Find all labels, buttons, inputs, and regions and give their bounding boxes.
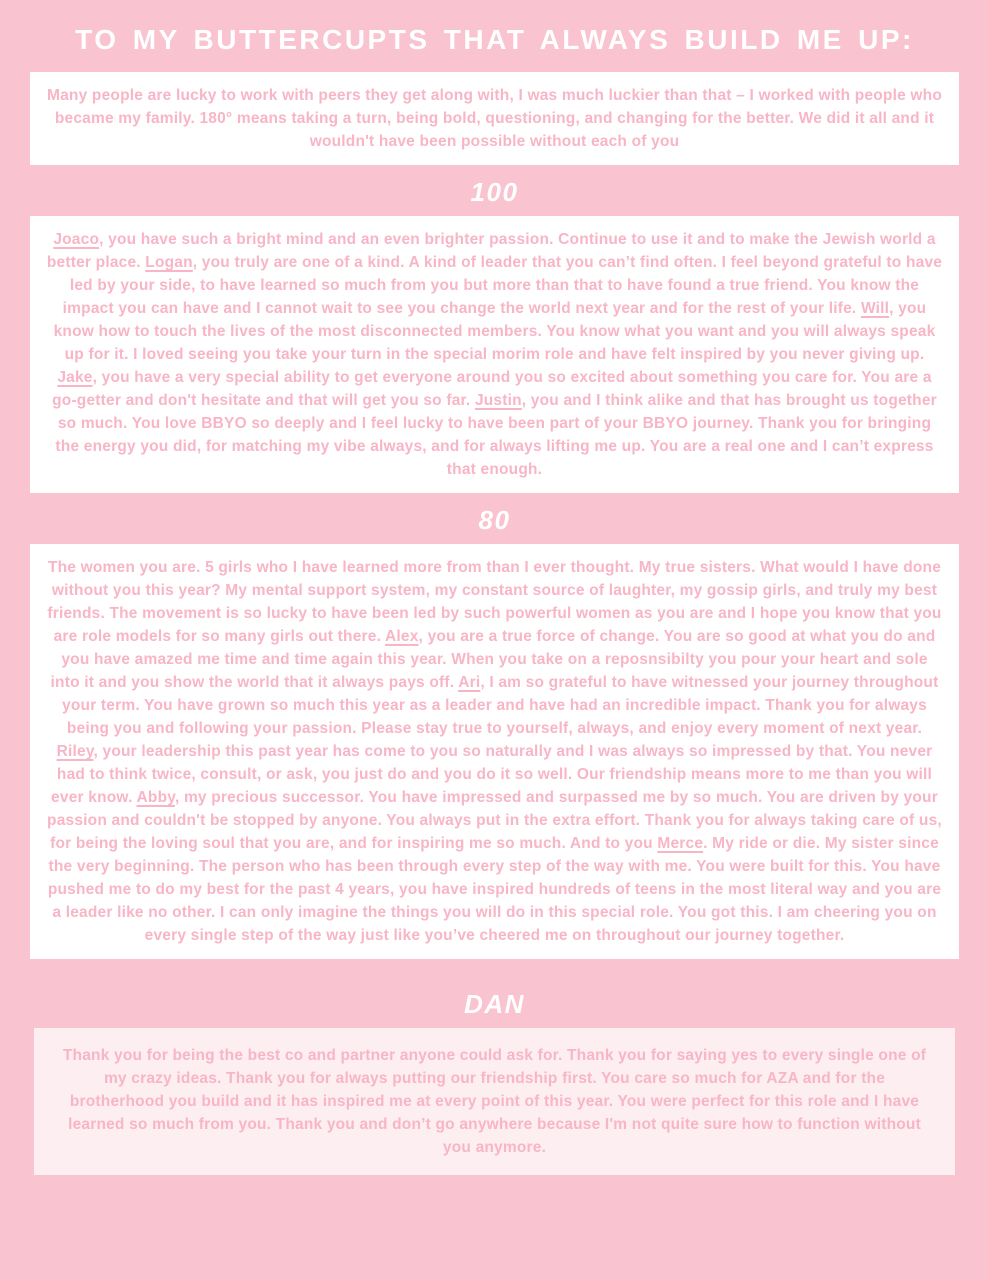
- section-heading-100: 100: [470, 177, 519, 207]
- section-card-100: [30, 216, 959, 493]
- text-segment: , you and I think alike and that has brought us together so much. You love BBYO so deeply and I feel lucky to have been part of your BBYO journey. Thank you for bringing the energy you did, for matching my vibe always, and for always lifting me up. You are a real one and I can’t express that enough.: [55, 392, 937, 478]
- recipient-name: Jake: [57, 369, 93, 386]
- text-segment: . My ride or die. My sister since the very beginning. The person who has been through every step of the way with me. You were built for this. You have pushed me to do my best for the past 4 years, you have inspired hundreds of teens in the most literal way and you are a leader like no other. I can only imagine the things you will do in this special role. You got this. I am cheering you on every single step of the way just like you’ve cheered me on throughout our journey together.: [47, 835, 942, 944]
- text-segment: , you are a true force of change. You are so good at what you do and you have amazed me time and time again this year. When you take on a reposnsibilty you pour your heart and sole into it and you show the world that it always pays off.: [50, 628, 936, 691]
- section-text-100: [46, 228, 943, 481]
- text-segment: , my precious successor. You have impressed and surpassed me by so much. You are driven by your passion and couldn't be stopped by anyone. You always put in the extra effort. Thank you for always taking care of us, for being the loving soul that you are, and for inspiring me so much. And to you: [47, 789, 942, 852]
- recipient-name: Will: [860, 300, 890, 317]
- intro-text: Many people are lucky to work with peers they get along with, I was much luckier than that – I worked with people who became my family. 180° means taking a turn, being bold, questioning, and changing for the better. We did it all and it wouldn't have been possible without each of you: [46, 87, 942, 150]
- recipient-name: Abby: [136, 789, 175, 806]
- page-title: TO MY BUTTERCUPTS THAT ALWAYS BUILD ME UP:: [75, 24, 914, 55]
- section-card-dan: [34, 1028, 955, 1175]
- recipient-name: Riley: [56, 743, 94, 760]
- recipient-name: Ari: [458, 674, 481, 691]
- text-segment: , your leadership this past year has come to you so naturally and I was always so impressed by that. You never had to think twice, consult, or ask, you just do and you do it so well. Our friendship means more to me than you will ever know.: [51, 743, 933, 806]
- recipient-name: Justin: [474, 392, 522, 409]
- intro-card: [30, 72, 959, 165]
- section-text-80: [46, 556, 943, 947]
- text-segment: , you have a very special ability to get everyone around you so excited about something you care for. You are a go-getter and don't hesitate and that will get you so far.: [52, 369, 932, 409]
- text-segment: Thank you for being the best co and partner anyone could ask for. Thank you for saying yes to every single one of my crazy ideas. Thank you for always putting our friendship first. You care so much for AZA and for the brotherhood you build and it has inspired me at every point of this year. You were perfect for this role and I have learned so much from you. Thank you and don’t go anywhere because I'm not quite sure how to function without you anymore.: [62, 1047, 927, 1156]
- section-card-80: [30, 544, 959, 959]
- text-segment: , you know how to touch the lives of the most disconnected members. You know what you want and you will always speak up for it. I loved seeing you take your turn in the special morim role and have felt inspired by you never giving up.: [53, 300, 936, 363]
- text-segment: The women you are. 5 girls who I have learned more from than I ever thought. My true sisters. What would I have done without you this year? My mental support system, my constant source of laughter, my gossip girls, and truly my best friends. The movement is so lucky to have been led by such powerful women as you are and I hope you know that you are role models for so many girls out there.: [47, 559, 942, 645]
- text-segment: , I am so grateful to have witnessed your journey throughout your term. You have grown so much this year as a leader and have had an incredible impact. Thank you for always being you and following your passion. Please stay true to yourself, always, and enjoy every moment of next year.: [62, 674, 939, 737]
- section-text-dan: [58, 1044, 931, 1159]
- recipient-name: Alex: [385, 628, 419, 645]
- recipient-name: Merce: [657, 835, 704, 852]
- section-heading-80: 80: [478, 505, 511, 535]
- text-segment: , you truly are one of a kind. A kind of leader that you can’t find often. I feel beyond grateful to have led by your side, to have learned so much from you but more than that to have found a true friend. You know the impact you can have and I cannot wait to see you change the world next year and for the rest of your life.: [62, 254, 943, 317]
- recipient-name: Joaco: [53, 231, 100, 248]
- text-segment: , you have such a bright mind and an even brighter passion. Continue to use it and to make the Jewish world a better place.: [46, 231, 936, 271]
- section-heading-dan: DAN: [464, 989, 525, 1019]
- recipient-name: Logan: [145, 254, 193, 271]
